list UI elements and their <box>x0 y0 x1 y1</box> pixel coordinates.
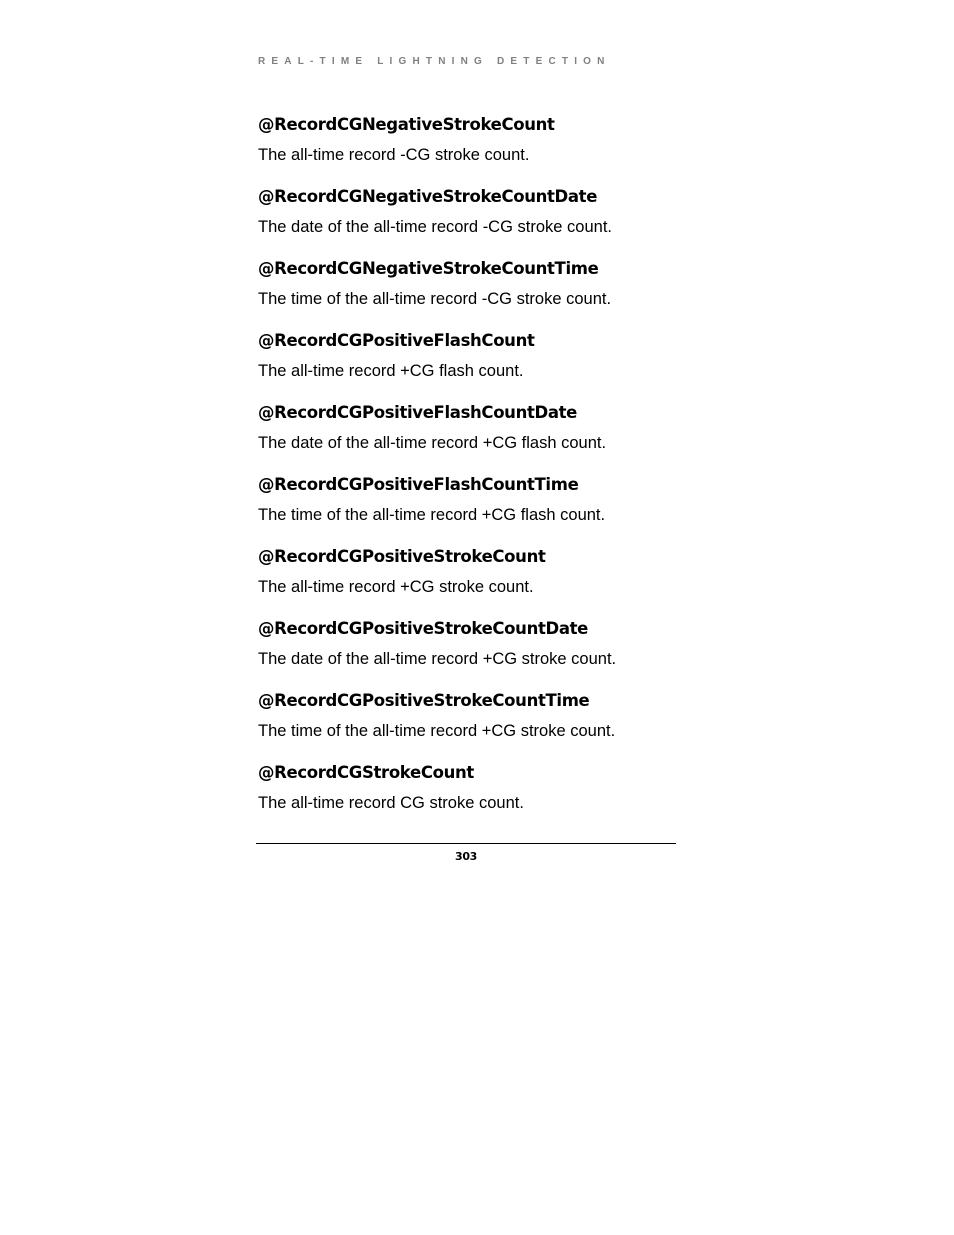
definition-entry <box>258 475 678 547</box>
definition-entry <box>258 259 678 331</box>
definition-description: The date of the all-time record +CG stroke count. <box>258 650 617 668</box>
definition-term: @RecordCGNegativeStrokeCountDate <box>258 187 598 206</box>
footer-divider <box>256 843 676 844</box>
definition-description: The all-time record +CG stroke count. <box>258 578 534 596</box>
definition-entry <box>258 403 678 475</box>
definition-term: @RecordCGPositiveFlashCount <box>258 331 535 350</box>
definition-entry <box>258 115 678 187</box>
definition-entry <box>258 331 678 403</box>
definition-description: The date of the all-time record -CG stroke count. <box>258 218 612 236</box>
definition-description: The date of the all-time record +CG flash count. <box>258 434 607 452</box>
definition-term: @RecordCGStrokeCount <box>258 763 474 782</box>
definition-description: The time of the all-time record +CG flash count. <box>258 506 606 524</box>
definition-term: @RecordCGPositiveFlashCountTime <box>258 475 579 494</box>
definition-description: The all-time record -CG stroke count. <box>258 146 530 164</box>
definition-description: The time of the all-time record -CG stroke count. <box>258 290 612 308</box>
definition-entry <box>258 763 678 835</box>
definition-entry <box>258 691 678 763</box>
definition-term: @RecordCGNegativeStrokeCount <box>258 115 555 134</box>
definition-entry <box>258 187 678 259</box>
definition-term: @RecordCGPositiveFlashCountDate <box>258 403 578 422</box>
page-number: 303 <box>454 850 478 863</box>
definition-term: @RecordCGPositiveStrokeCount <box>258 547 546 566</box>
definition-entry <box>258 547 678 619</box>
running-header: REAL-TIME LIGHTNING DETECTION <box>258 56 611 67</box>
definition-description: The time of the all-time record +CG stroke count. <box>258 722 616 740</box>
definition-description: The all-time record +CG flash count. <box>258 362 524 380</box>
definition-description: The all-time record CG stroke count. <box>258 794 524 812</box>
definition-list <box>258 115 678 835</box>
definition-term: @RecordCGPositiveStrokeCountTime <box>258 691 590 710</box>
definition-entry <box>258 619 678 691</box>
definition-term: @RecordCGNegativeStrokeCountTime <box>258 259 599 278</box>
definition-term: @RecordCGPositiveStrokeCountDate <box>258 619 589 638</box>
